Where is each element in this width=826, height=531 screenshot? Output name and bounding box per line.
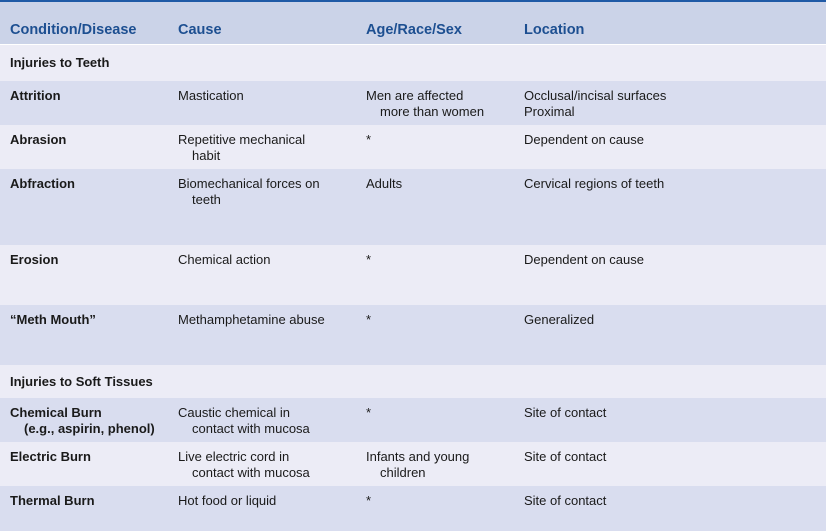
table-row xyxy=(0,245,826,305)
cause-line: contact with mucosa xyxy=(192,421,310,436)
table-row xyxy=(0,81,826,125)
condition-cell: Electric Burn xyxy=(10,449,91,464)
cause-cell xyxy=(178,132,305,164)
cause-line: Repetitive mechanical xyxy=(178,132,306,147)
header-location: Location xyxy=(524,22,585,38)
demographics-cell: * xyxy=(366,312,372,327)
location-cell: Site of contact xyxy=(524,405,607,420)
location-cell: Generalized xyxy=(524,312,595,327)
demographics-cell: * xyxy=(366,493,372,508)
table-row xyxy=(0,486,826,531)
header-condition: Condition/Disease xyxy=(10,22,137,38)
condition-cell: Thermal Burn xyxy=(10,493,95,508)
table-header xyxy=(0,2,826,45)
cause-cell xyxy=(178,176,320,208)
demographics-cell: * xyxy=(366,405,372,420)
cause-line: Biomechanical forces on xyxy=(178,176,320,191)
cause-line: contact with mucosa xyxy=(192,465,310,480)
condition-line: Chemical Burn xyxy=(10,405,102,420)
location-cell: Cervical regions of teeth xyxy=(524,176,665,191)
table-row xyxy=(0,305,826,365)
cause-line: Live electric cord in xyxy=(178,449,290,464)
condition-cell: Abrasion xyxy=(10,132,67,147)
section-row-soft-tissues xyxy=(0,365,826,398)
cause-line: teeth xyxy=(192,192,221,207)
demographics-line: children xyxy=(380,465,426,480)
cause-line: Caustic chemical in xyxy=(178,405,290,420)
location-cell: Site of contact xyxy=(524,493,607,508)
demographics-cell: Adults xyxy=(366,176,403,191)
location-line: Proximal xyxy=(524,104,575,119)
demographics-cell: * xyxy=(366,132,372,147)
cause-cell: Chemical action xyxy=(178,252,271,267)
cause-cell: Hot food or liquid xyxy=(178,493,277,508)
cause-cell xyxy=(178,449,310,481)
condition-cell: Abfraction xyxy=(10,176,75,191)
demographics-cell: * xyxy=(366,252,372,267)
table-row xyxy=(0,398,826,442)
table-row xyxy=(0,169,826,245)
cause-cell xyxy=(178,405,310,437)
location-cell: Dependent on cause xyxy=(524,132,644,147)
table-row xyxy=(0,442,826,486)
demographics-line: Infants and young xyxy=(366,449,470,464)
section-title-teeth: Injuries to Teeth xyxy=(10,55,110,70)
demographics-line: Men are affected xyxy=(366,88,464,103)
cause-cell: Methamphetamine abuse xyxy=(178,312,325,327)
condition-cell xyxy=(10,405,155,437)
table-row xyxy=(0,125,826,169)
location-cell: Site of contact xyxy=(524,449,607,464)
demographics-line: more than women xyxy=(380,104,485,119)
cause-cell: Mastication xyxy=(178,88,244,103)
demographics-cell xyxy=(366,449,469,481)
location-line: Occlusal/incisal surfaces xyxy=(524,88,667,103)
condition-cell: Attrition xyxy=(10,88,61,103)
location-cell: Dependent on cause xyxy=(524,252,644,267)
section-title-soft-tissues: Injuries to Soft Tissues xyxy=(10,374,153,389)
location-cell xyxy=(524,88,666,120)
cause-line: habit xyxy=(192,148,221,163)
header-cause: Cause xyxy=(178,22,222,38)
condition-line: (e.g., aspirin, phenol) xyxy=(24,421,155,436)
demographics-cell xyxy=(366,88,484,120)
section-row-teeth xyxy=(0,45,826,81)
header-demographics: Age/Race/Sex xyxy=(366,22,462,38)
condition-cell: “Meth Mouth” xyxy=(10,312,96,327)
condition-cell: Erosion xyxy=(10,252,59,267)
